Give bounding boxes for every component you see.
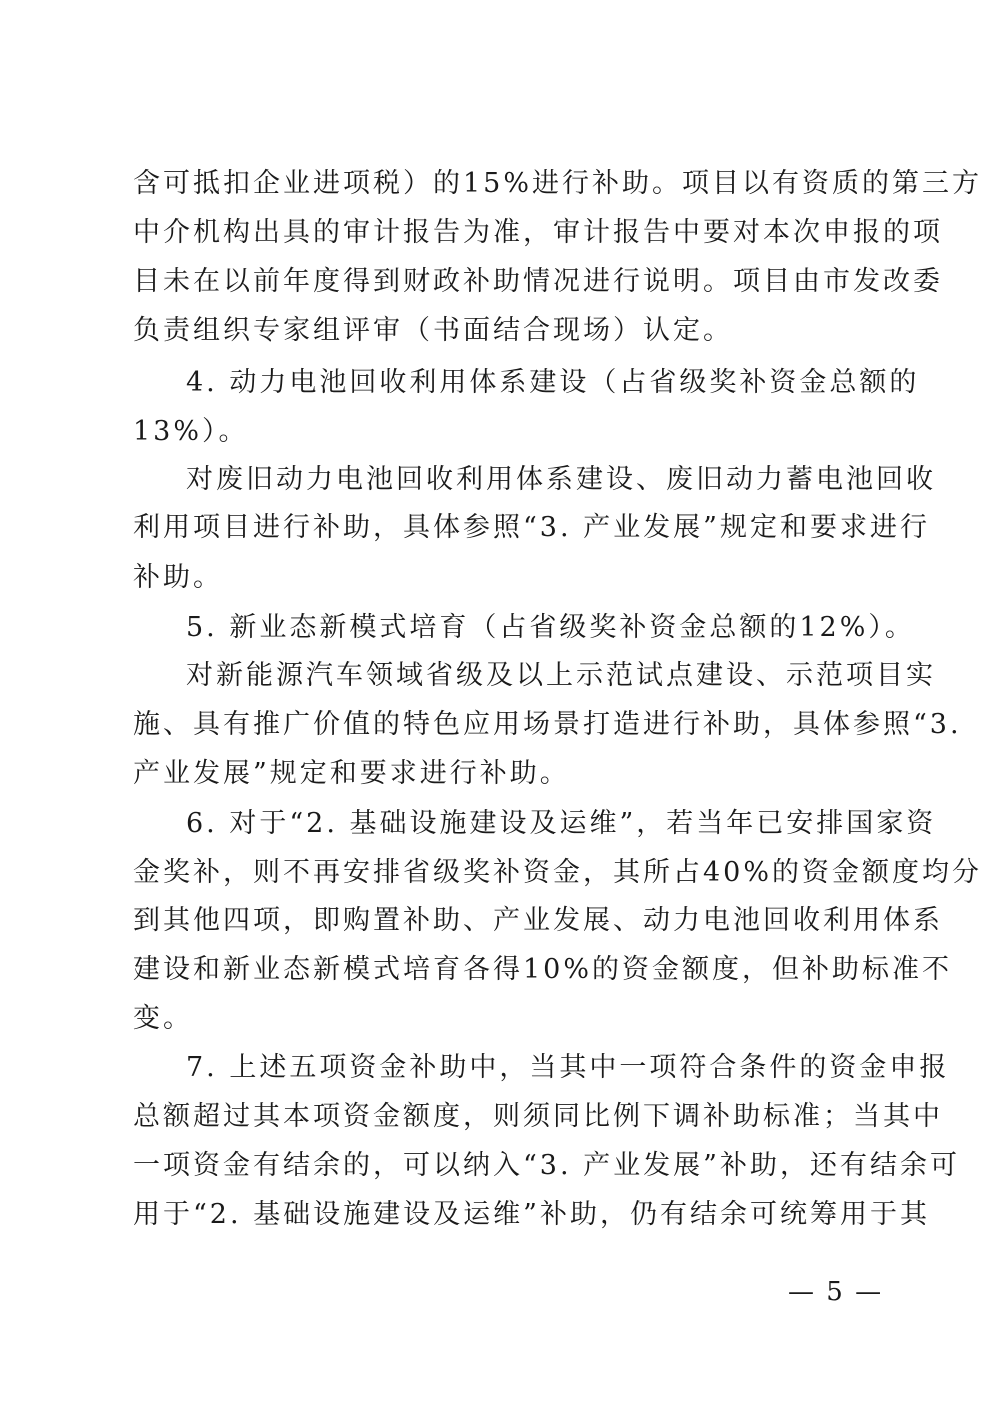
section-heading-7: 7. 上述五项资金补助中，当其中一项符合条件的资金申报 bbox=[186, 1052, 950, 1083]
section-heading-4: 4. 动力电池回收利用体系建设（占省级奖补资金总额的 bbox=[186, 367, 920, 398]
body-text-line: 负责组织专家组评审（书面结合现场）认定。 bbox=[133, 315, 733, 346]
body-text-line: 目未在以前年度得到财政补助情况进行说明。项目由市发改委 bbox=[133, 266, 943, 297]
body-text-line: 总额超过其本项资金额度，则须同比例下调补助标准；当其中 bbox=[133, 1101, 943, 1132]
body-text-line: 建设和新业态新模式培育各得10%的资金额度，但补助标准不 bbox=[133, 954, 953, 985]
body-text-line: 中介机构出具的审计报告为准，审计报告中要对本次申报的项 bbox=[133, 217, 943, 248]
body-text-line: 一项资金有结余的，可以纳入“3. 产业发展”补助，还有结余可 bbox=[133, 1150, 960, 1181]
body-text-line: 到其他四项，即购置补助、产业发展、动力电池回收利用体系 bbox=[133, 905, 943, 936]
paragraph-first-line: 对新能源汽车领域省级及以上示范试点建设、示范项目实 bbox=[186, 660, 936, 691]
body-text-line: 金奖补，则不再安排省级奖补资金，其所占40%的资金额度均分 bbox=[133, 857, 983, 888]
section-heading-6: 6. 对于“2. 基础设施建设及运维”，若当年已安排国家资 bbox=[186, 808, 937, 839]
body-text-line: 产业发展”规定和要求进行补助。 bbox=[133, 758, 570, 789]
page-number: — 5 — bbox=[788, 1277, 884, 1307]
body-text-line: 利用项目进行补助，具体参照“3. 产业发展”规定和要求进行 bbox=[133, 512, 930, 543]
section-heading-5: 5. 新业态新模式培育（占省级奖补资金总额的12%）。 bbox=[186, 612, 915, 643]
body-text-line: 用于“2. 基础设施建设及运维”补助，仍有结余可统筹用于其 bbox=[133, 1199, 930, 1230]
body-text-line: 施、具有推广价值的特色应用场景打造进行补助，具体参照“3. bbox=[133, 709, 962, 740]
body-text-line: 含可抵扣企业进项税）的15%进行补助。项目以有资质的第三方 bbox=[133, 168, 983, 199]
body-text-line: 变。 bbox=[133, 1003, 193, 1034]
body-text-line: 13%）。 bbox=[133, 416, 249, 447]
paragraph-first-line: 对废旧动力电池回收利用体系建设、废旧动力蓄电池回收 bbox=[186, 464, 936, 495]
body-text-line: 补助。 bbox=[133, 562, 223, 593]
